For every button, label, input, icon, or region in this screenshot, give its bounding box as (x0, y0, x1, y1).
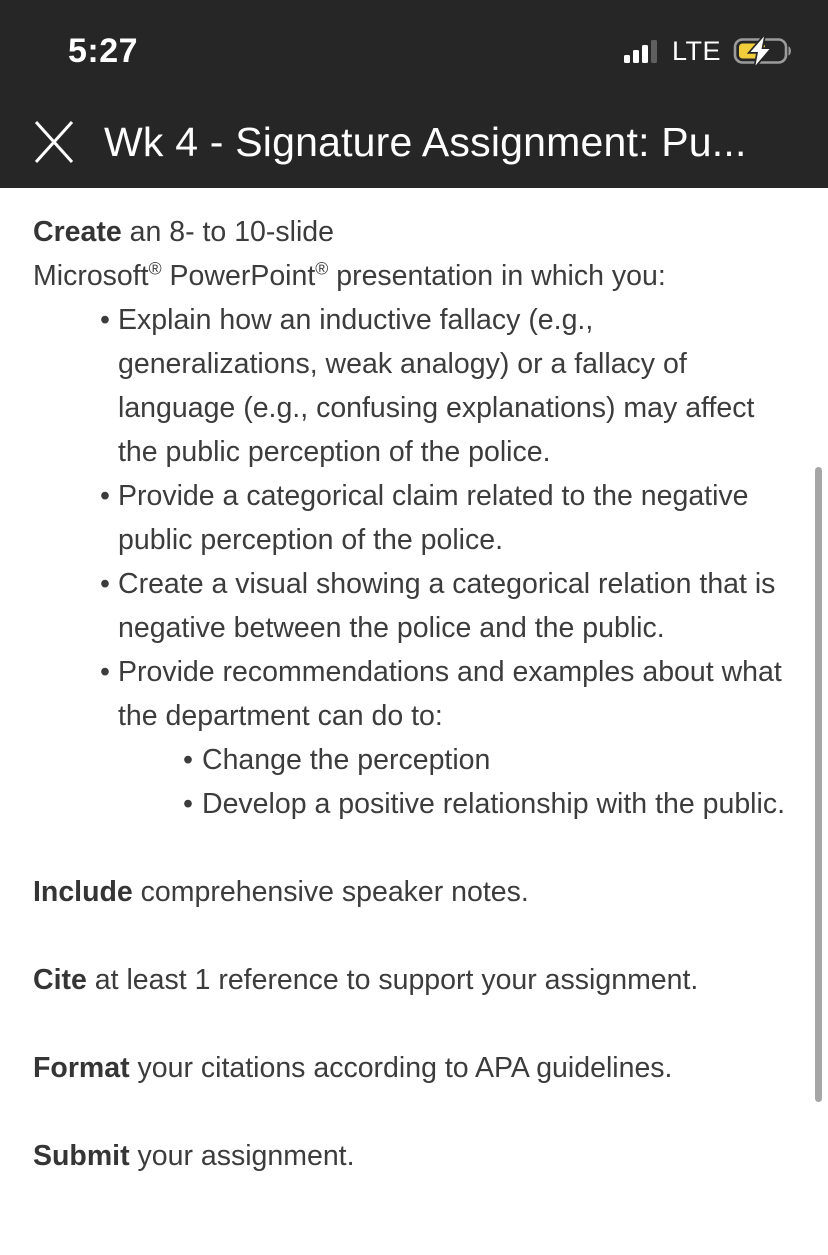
bold-text: Include (33, 876, 133, 908)
paragraph (33, 958, 797, 1002)
bullet-glyph: • (100, 568, 110, 600)
bold-text: Cite (33, 964, 87, 996)
text: Create a visual showing a categorical relation that is negative between the police and the public. (118, 568, 776, 644)
list-item (33, 562, 797, 650)
bold-text: Submit (33, 1140, 130, 1172)
paragraph (33, 1046, 797, 1090)
text: at least 1 reference to support your assignment. (86, 964, 699, 996)
text: your citations according to APA guidelines. (129, 1052, 673, 1084)
bold-text: Create (33, 216, 122, 248)
text: presentation in which you: (328, 260, 666, 292)
bold-text: Format (33, 1052, 130, 1084)
text: Change the perception (202, 744, 491, 776)
paragraph (33, 1134, 797, 1178)
list-item (33, 298, 797, 474)
registered-mark: ® (148, 258, 162, 279)
text: comprehensive speaker notes. (132, 876, 529, 908)
page-title: Wk 4 - Signature Assignment: Pu... (104, 118, 747, 165)
text: Develop a positive relationship with the public. (202, 788, 785, 820)
text: Provide recommendations and examples about what the department can do to: (118, 656, 782, 732)
close-button[interactable] (30, 118, 78, 166)
status-time: 5:27 (68, 31, 139, 70)
paragraph (33, 210, 797, 298)
nav-bar (0, 96, 828, 188)
bullet-glyph: • (183, 744, 193, 776)
list-item (33, 738, 797, 782)
text: PowerPoint (161, 260, 316, 292)
text: an 8- to 10-slide (121, 216, 335, 248)
header (0, 0, 828, 188)
cellular-signal-icon (624, 39, 660, 64)
text: your assignment. (129, 1140, 355, 1172)
bullet-glyph: • (100, 480, 110, 512)
network-type-label: LTE (671, 35, 721, 66)
registered-mark: ® (315, 258, 329, 279)
bullet-glyph: • (100, 656, 110, 688)
list-item (33, 650, 797, 738)
battery-charging-icon (733, 36, 795, 66)
bullet-list (33, 298, 797, 826)
list-item (33, 474, 797, 562)
status-bar (0, 0, 828, 96)
bullet-glyph: • (183, 788, 193, 820)
bullet-glyph: • (100, 304, 110, 336)
scrollbar-thumb[interactable] (815, 467, 822, 1102)
assignment-description (0, 188, 828, 1178)
status-right-cluster (624, 36, 795, 67)
text: Provide a categorical claim related to the negative public perception of the police. (118, 480, 749, 556)
paragraph (33, 870, 797, 914)
text: Explain how an inductive fallacy (e.g., generalizations, weak analogy) or a fallacy of language (e.g., confusing explanations) may affect the public perception of the police. (118, 304, 755, 468)
text: Microsoft (33, 260, 149, 292)
close-icon (33, 119, 75, 165)
list-item (33, 782, 797, 826)
